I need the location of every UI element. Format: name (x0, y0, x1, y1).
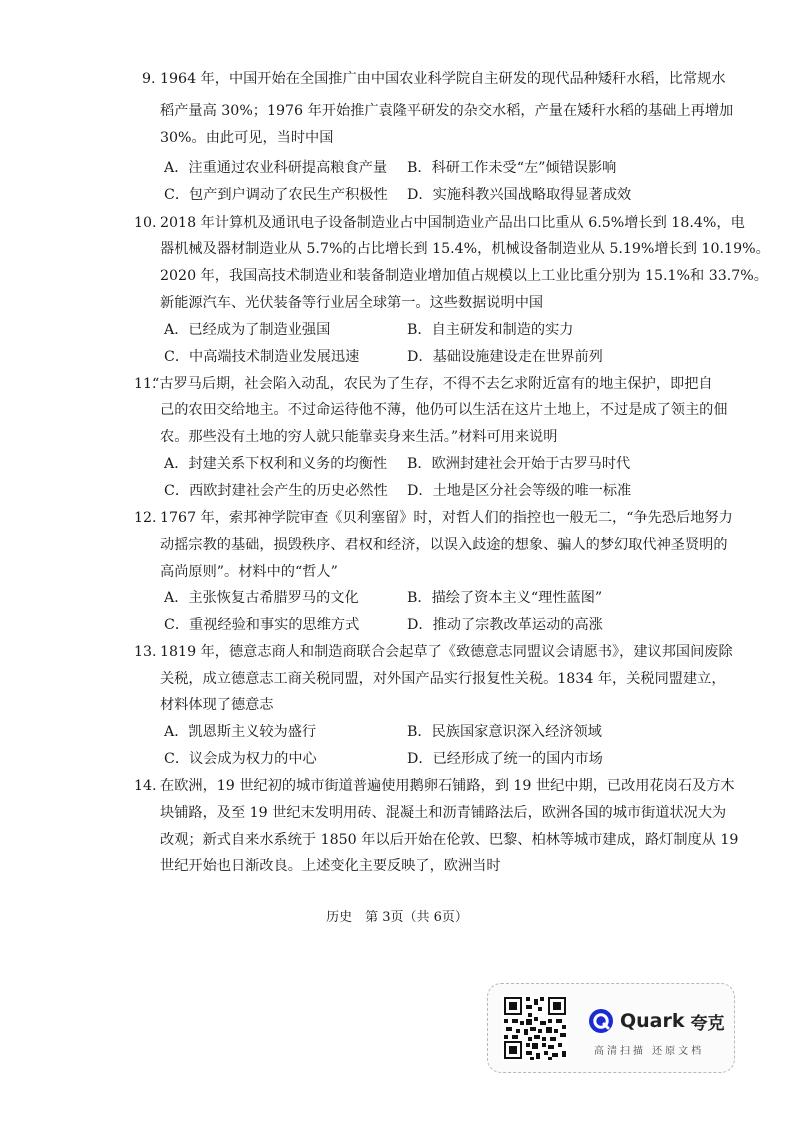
question-number: 9. (142, 71, 156, 87)
quark-brand (588, 1006, 725, 1036)
page-footer: 历史 第 3页（共 6页） (326, 910, 468, 925)
qr-code-icon[interactable] (502, 995, 568, 1061)
question-text-line: 2018 年计算机及通讯电子设备制造业占中国制造业产品出口比重从 6.5%增长到 18.4%，电 (160, 215, 745, 231)
quark-scan-badge[interactable] (487, 983, 735, 1073)
question-text-line: 器机械及器材制造业从 5.7%的占比增长到 15.4%，机械设备制造业从 5.19%增长到 10.19%。 (160, 241, 770, 257)
option-a: A．主张恢复古希腊罗马的文化 (164, 590, 359, 606)
question-number: 14. (134, 778, 157, 794)
option-c: C．西欧封建社会产生的历史必然性 (164, 483, 388, 499)
question-text-line: 1964 年，中国开始在全国推广由中国农业科学院自主研发的现代品种矮秆水稻，比常规水 (160, 71, 726, 87)
question-text-line: 在欧洲，19 世纪初的城市街道普遍使用鹅卵石铺路，到 19 世纪中期，已改用花岗石及方木 (160, 778, 735, 794)
question-text-line: 世纪开始也日渐改良。上述变化主要反映了，欧洲当时 (160, 858, 501, 874)
question-text-line: 新能源汽车、光伏装备等行业居全球第一。这些数据说明中国 (160, 295, 544, 311)
question-text-line: 30%。由此可见，当时中国 (160, 130, 334, 146)
option-a: A．凯恩斯主义较为盛行 (164, 724, 317, 740)
option-d: D．推动了宗教改革运动的高涨 (407, 617, 603, 633)
option-d: D．实施科教兴国战略取得显著成效 (407, 187, 632, 203)
question-text-line: 高尚原则”。材料中的“哲人” (160, 564, 338, 580)
quark-tagline: 高清扫描 还原文档 (594, 1046, 705, 1057)
question-number: 10. (134, 215, 157, 231)
option-c: C．议会成为权力的中心 (164, 751, 317, 767)
question-text-line: 1767 年，索邦神学院审查《贝利塞留》时，对哲人们的指控也一般无二，“争先恐后地努力 (160, 510, 733, 526)
option-a: A．注重通过农业科研提高粮食产量 (164, 160, 388, 176)
question-text-line: 材料体现了德意志 (160, 697, 274, 713)
quark-logo-icon (588, 1008, 614, 1034)
question-text-line: 块铺路，及至 19 世纪末发明用砖、混凝土和沥青铺路法后，欧洲各国的城市街道状况大为 (160, 805, 727, 821)
option-a: A．封建关系下权利和义务的均衡性 (164, 456, 388, 472)
question-text-line: “古罗马后期，社会陷入动乱，农民为了生存，不得不去乞求附近富有的地主保护，即把自 (152, 376, 713, 392)
option-c: C．重视经验和事实的思维方式 (164, 617, 360, 633)
question-text-line: 稻产量高 30%；1976 年开始推广袁隆平研发的杂交水稻，产量在矮秆水稻的基础上再增加 (160, 103, 734, 119)
option-b: B．描绘了资本主义“理性蓝图” (407, 590, 603, 606)
question-text-line: 己的农田交给地主。不过命运待他不薄，他仍可以生活在这片土地上，不过是成了领主的佃 (160, 402, 728, 418)
question-number: 11. (134, 376, 157, 392)
option-a: A．已经成为了制造业强国 (164, 322, 331, 338)
option-c: C．包产到户调动了农民生产积极性 (164, 187, 388, 203)
question-number: 12. (134, 510, 157, 526)
option-b: B．民族国家意识深入经济领域 (407, 724, 602, 740)
option-d: D．基础设施建设走在世界前列 (407, 349, 603, 365)
question-text-line: 改观；新式自来水系统于 1850 年以后开始在伦敦、巴黎、柏林等城市建成，路灯制度从 19 (160, 832, 739, 848)
question-text-line: 2020 年，我国高技术制造业和装备制造业增加值占规模以上工业比重分别为 15.1%和 33.7%。 (160, 268, 768, 284)
quark-brand-name-cn: 夸克 (690, 1013, 725, 1034)
option-b: B．自主研发和制造的实力 (407, 322, 574, 338)
question-text-line: 关税，成立德意志工商关税同盟，对外国产品实行报复性关税。1834 年，关税同盟建立， (160, 671, 726, 687)
option-b: B．科研工作未受“左”倾错误影响 (407, 160, 617, 176)
option-b: B．欧洲封建社会开始于古罗马时代 (407, 456, 631, 472)
question-text-line: 农。那些没有土地的穷人就只能靠卖身来生活。”材料可用来说明 (160, 429, 558, 445)
quark-brand-name: Quark (620, 1010, 685, 1032)
question-text-line: 动摇宗教的基础，损毁秩序、君权和经济，以误入歧途的想象、骗人的梦幻取代神圣贤明的 (160, 537, 728, 553)
question-text-line: 1819 年，德意志商人和制造商联合会起草了《致德意志同盟议会请愿书》，建议邦国间废除 (160, 644, 733, 660)
question-number: 13. (134, 644, 157, 660)
option-d: D．土地是区分社会等级的唯一标准 (407, 483, 632, 499)
option-d: D．已经形成了统一的国内市场 (407, 751, 603, 767)
option-c: C．中高端技术制造业发展迅速 (164, 349, 360, 365)
